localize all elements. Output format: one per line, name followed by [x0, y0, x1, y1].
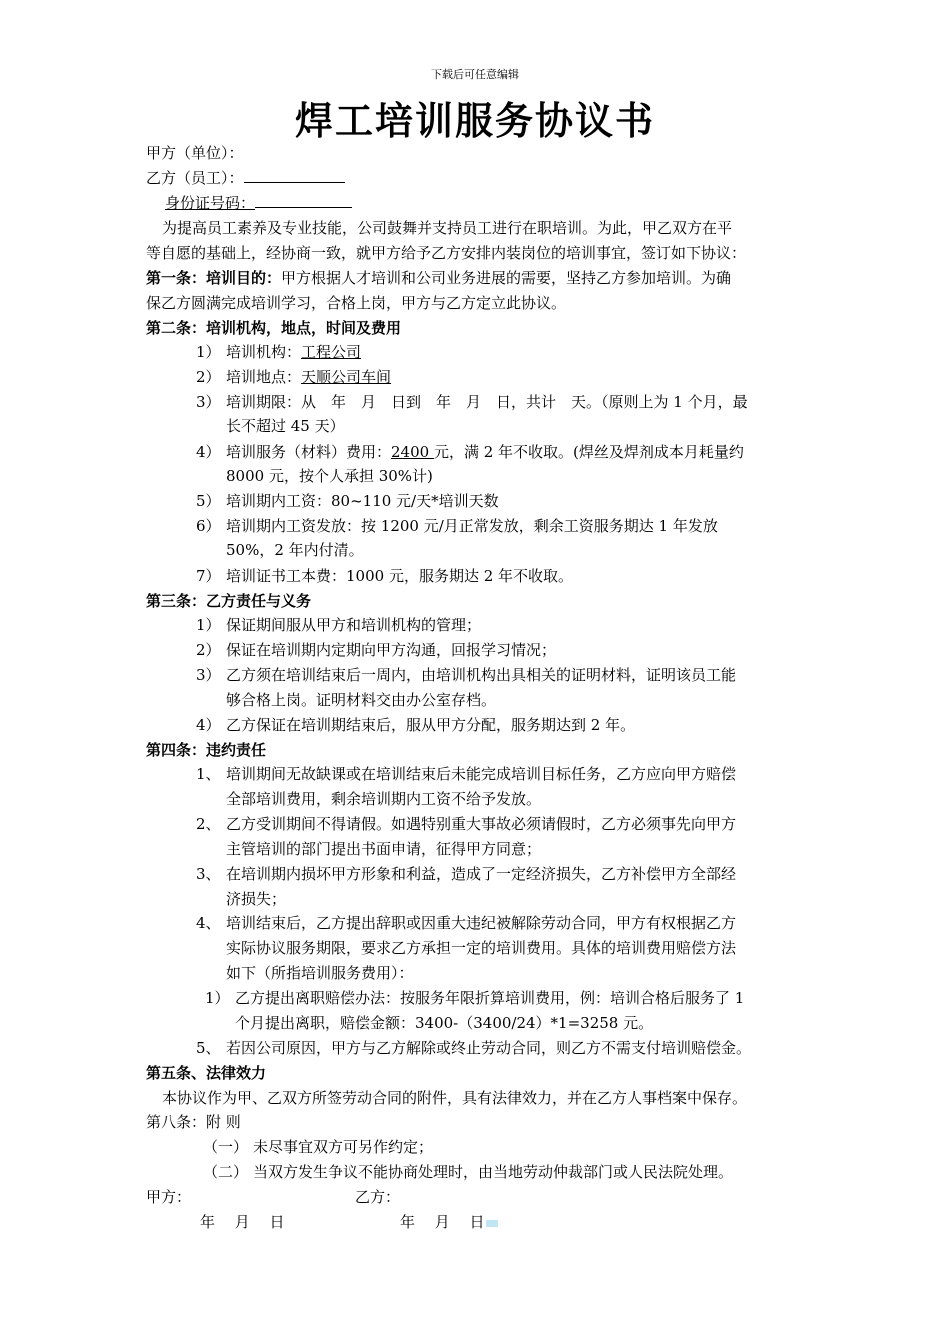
article-1-text: 甲方根据人才培训和公司业务进展的需要，坚持乙方参加培训。为确 — [281, 269, 732, 287]
article-4-item-1: 1、 培训期间无故缺课或在培训结束后未能完成培训目标任务，乙方应向甲方赔偿 — [196, 765, 737, 783]
article-3-item-1: 1） 保证期间服从甲方和培训机构的管理； — [196, 616, 482, 634]
training-institution-value: 工程公司 — [301, 343, 362, 361]
article-2-item-7: 7） 培训证书工本费：1000 元，服务期达 2 年不收取。 — [196, 567, 574, 585]
article-2-item-1: 1） 培训机构：工程公司 — [196, 343, 362, 361]
article-4-item-4-cont-1: 实际协议服务期限，要求乙方承担一定的培训费用。具体的培训费用赔偿方法 — [226, 939, 737, 957]
article-5-text: 本协议作为甲、乙双方所签劳动合同的附件，具有法律效力，并在乙方人事档案中保存。 — [162, 1089, 748, 1107]
party-b-date: 年 月 日 — [400, 1213, 485, 1231]
training-fee-amount: 2400 — [391, 443, 434, 461]
article-4-subitem-1: 1） 乙方提出离职赔偿办法：按服务年限折算培训费用，例：培训合格后服务了 1 — [205, 989, 745, 1007]
article-4-heading: 第四条：违约责任 — [146, 741, 267, 759]
article-2-item-4: 4） 培训服务（材料）费用：2400 元，满 2 年不收取。(焊丝及焊剂成本月耗量约 — [196, 443, 744, 461]
article-3-item-4: 4） 乙方保证在培训期结束后，服从甲方分配，服务期达到 2 年。 — [196, 716, 636, 734]
article-2-item-4-cont: 8000 元，按个人承担 30%计) — [226, 467, 433, 485]
id-number-label: 身份证号码： — [165, 194, 256, 212]
party-a-date: 年 月 日 — [200, 1213, 285, 1231]
party-b-signature-label: 乙方： — [355, 1188, 401, 1206]
article-4-item-5: 5、 若因公司原因，甲方与乙方解除或终止劳动合同，则乙方不需支付培训赔偿金。 — [196, 1039, 752, 1057]
party-b-staff-line — [146, 168, 345, 188]
article-2-item-2: 2） 培训地点：天顺公司车间 — [196, 368, 392, 386]
article-8-item-2: （二） 当双方发生争议不能协商处理时，由当地劳动仲裁部门或人民法院处理。 — [203, 1163, 734, 1181]
article-3-item-3: 3） 乙方须在培训结束后一周内，由培训机构出具相关的证明材料，证明该员工能 — [196, 666, 737, 684]
article-4-item-3: 3、 在培训期内损坏甲方形象和利益，造成了一定经济损失，乙方补偿甲方全部经 — [196, 865, 737, 883]
highlight-marker — [486, 1220, 498, 1227]
id-number-line — [165, 193, 352, 213]
article-1-heading: 第一条：培训目的： — [146, 269, 282, 287]
party-b-blank — [244, 168, 345, 183]
article-1-line-2: 保乙方圆满完成培训学习，合格上岗，甲方与乙方定立此协议。 — [146, 294, 567, 312]
id-number-blank — [255, 193, 352, 208]
article-5-heading: 第五条、法律效力 — [146, 1064, 267, 1082]
article-2-item-6-cont: 50%，2 年内付清。 — [226, 541, 364, 559]
party-b-date-line — [400, 1212, 498, 1232]
article-1-line-1 — [146, 268, 731, 288]
header-note: 下载后可任意编辑 — [431, 68, 519, 81]
article-4-item-4-cont-2: 如下（所指培训服务费用）： — [226, 964, 414, 982]
training-location-value: 天顺公司车间 — [301, 368, 392, 386]
article-8-heading: 第八条：附 则 — [146, 1113, 241, 1131]
article-2-item-5: 5） 培训期内工资：80~110 元/天*培训天数 — [196, 492, 499, 510]
article-4-item-2-cont: 主管培训的部门提出书面申请，征得甲方同意； — [226, 840, 542, 858]
article-3-item-3-cont: 够合格上岗。证明材料交由办公室存档。 — [226, 691, 497, 709]
article-2-heading: 第二条：培训机构，地点，时间及费用 — [146, 319, 402, 337]
article-4-item-3-cont: 济损失； — [226, 890, 287, 908]
article-4-subitem-1-cont: 个月提出离职，赔偿金额：3400-（3400/24）*1=3258 元。 — [235, 1014, 654, 1032]
article-4-item-2: 2、 乙方受训期间不得请假。如遇特别重大事故必须请假时，乙方必须事先向甲方 — [196, 815, 737, 833]
intro-line-1: 为提高员工素养及专业技能，公司鼓舞并支持员工进行在职培训。为此，甲乙双方在平 — [162, 219, 733, 237]
party-a-unit-label: 甲方（单位）： — [146, 144, 244, 162]
article-2-item-3-cont: 长不超过 45 天） — [226, 417, 345, 435]
article-4-item-1-cont: 全部培训费用，剩余培训期内工资不给予发放。 — [226, 790, 542, 808]
party-a-signature-label: 甲方： — [146, 1188, 192, 1206]
party-b-staff-label: 乙方（员工）： — [146, 169, 244, 187]
intro-line-2: 等自愿的基础上，经协商一致，就甲方给予乙方安排内装岗位的培训事宜，签订如下协议： — [146, 244, 747, 262]
article-8-item-1: （一） 未尽事宜双方可另作约定； — [203, 1138, 434, 1156]
article-2-item-3: 3） 培训期限：从 年 月 日到 年 月 日，共计 天。（原则上为 1 个月，最 — [196, 393, 748, 411]
party-a-unit-line — [146, 143, 244, 163]
document-title: 焊工培训服务协议书 — [294, 98, 655, 143]
article-3-item-2: 2） 保证在培训期内定期向甲方沟通，回报学习情况； — [196, 641, 557, 659]
article-2-item-6: 6） 培训期内工资发放：按 1200 元/月正常发放，剩余工资服务期达 1 年发放 — [196, 517, 718, 535]
article-4-item-4: 4、 培训结束后，乙方提出辞职或因重大违纪被解除劳动合同，甲方有权根据乙方 — [196, 914, 737, 932]
article-3-heading: 第三条：乙方责任与义务 — [146, 592, 312, 610]
